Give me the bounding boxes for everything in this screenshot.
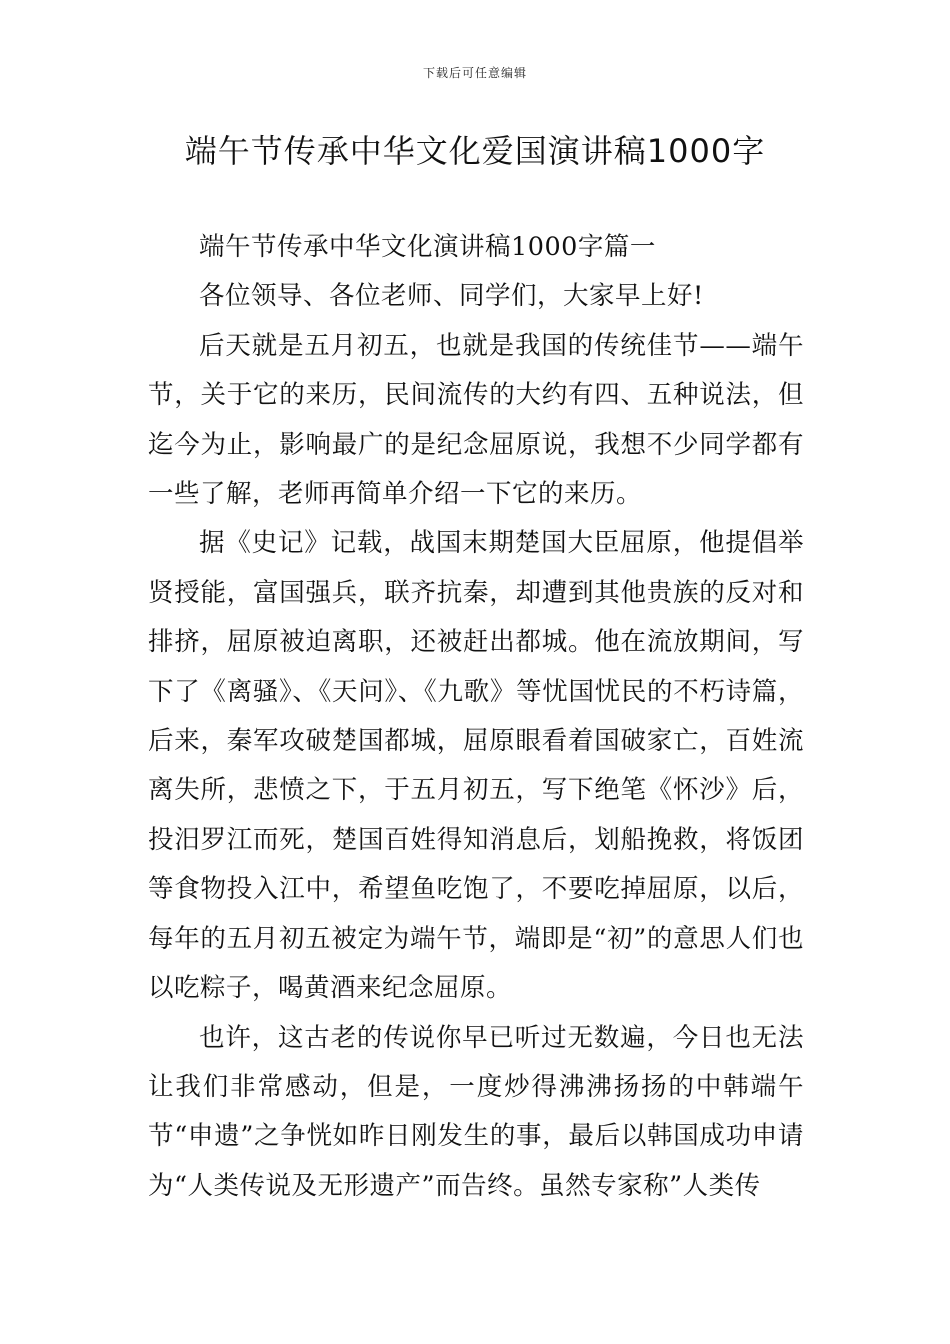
section-heading: 端午节传承中华文化演讲稿1000字篇一: [199, 232, 656, 262]
body-paragraph: 据《史记》记载，战国末期楚国大臣屈原，他提倡举贤授能，富国强兵，联齐抗秦，却遭到其他贵族的反对和排挤，屈原被迫离职，还被赶出都城。他在流放期间，写下了《离骚》、《天问》、《九歌》等忧国忧民的不朽诗篇，后来，秦军攻破楚国都城，屈原眼看着国破家亡，百姓流离失所，悲愤之下，于五月初五，写下绝笔《怀沙》后，投汨罗江而死，楚国百姓得知消息后，划船挽救，将饭团等食物投入江中，希望鱼吃饱了，不要吃掉屈原，以后，每年的五月初五被定为端午节，端即是“初”的意思人们也以吃粽子，喝黄酒来纪念屈原。: [148, 528, 804, 1004]
greeting-paragraph: 各位领导、各位老师、同学们，大家早上好!: [199, 281, 704, 312]
body-paragraph: 后天就是五月初五，也就是我国的传统佳节——端午节，关于它的来历，民间流传的大约有四、五种说法，但迄今为止，影响最广的是纪念屈原说，我想不少同学都有一些了解，老师再简单介绍一下它的来历。: [148, 330, 804, 510]
document-body: [148, 223, 804, 1211]
header-note: 下载后可任意编辑: [422, 66, 527, 80]
document-title: 端午节传承中华文化爱国演讲稿1000字: [184, 132, 766, 170]
body-paragraph: 也许，这古老的传说你早已听过无数遍，今日也无法让我们非常感动，但是，一度炒得沸沸扬扬的中韩端午节“申遗”之争恍如昨日刚发生的事，最后以韩国成功申请为“人类传说及无形遗产”而告终。虽然专家称”人类传: [148, 1022, 804, 1201]
